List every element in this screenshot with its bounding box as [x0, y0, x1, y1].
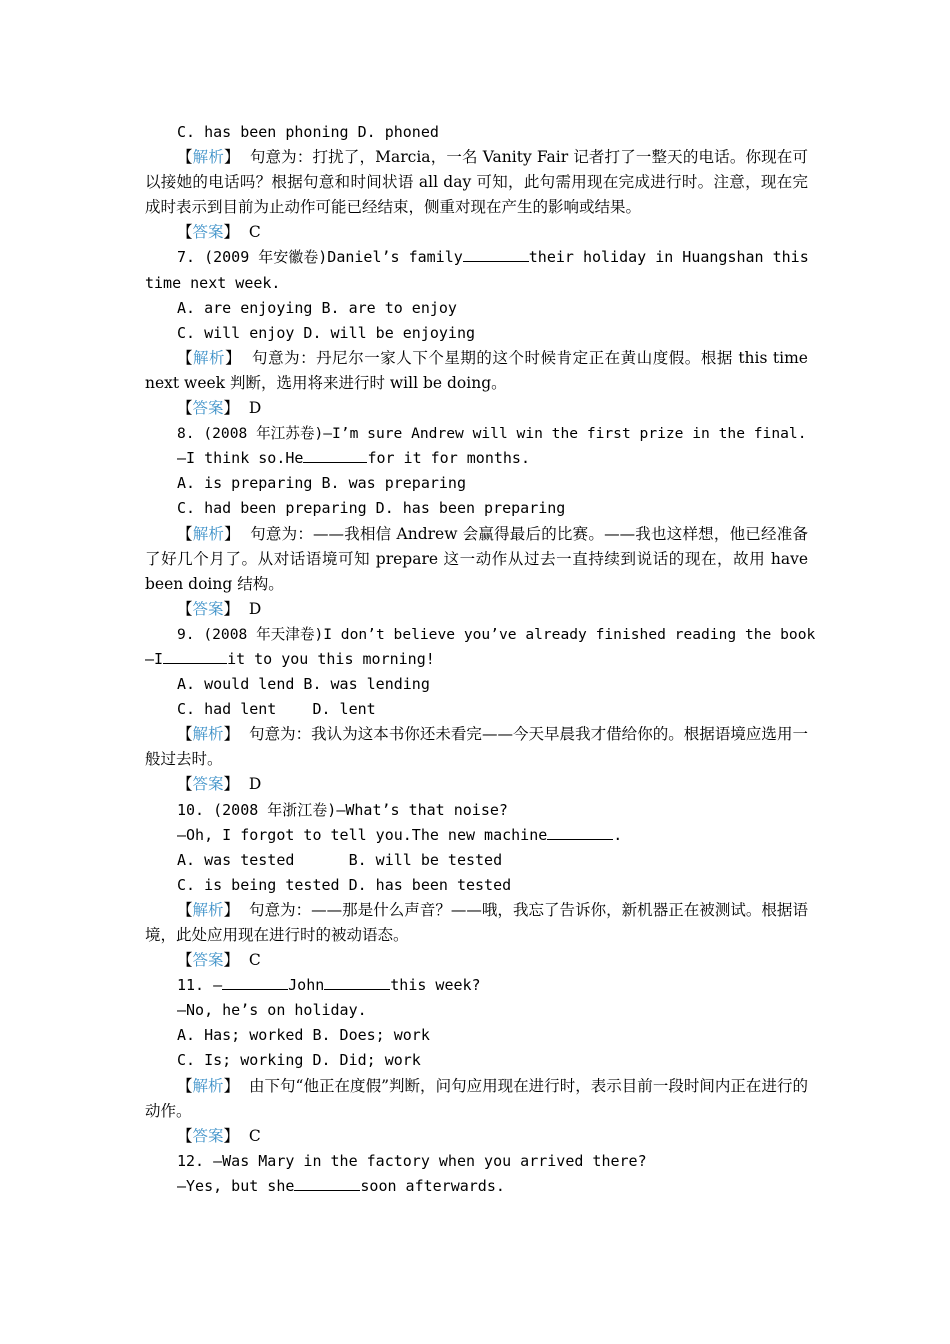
q9-options-ab: A. would lend B. was lending [177, 675, 430, 694]
q12-stem: 12. —Was Mary in the factory when you arrived there? [177, 1151, 647, 1170]
q7-stem: 7. (2009 年安徽卷)Daniel’s family their holiday in Huangshan this [177, 248, 809, 267]
q10-stem: 10. (2008 年浙江卷)—What’s that noise? [177, 800, 508, 819]
answer-tag: 【答案】 [177, 951, 240, 970]
q8-answer: 【答案】 D [177, 599, 262, 618]
q9-analysis: 【解析】 句意为：我认为这本书你还未看完——今天早晨我才借给你的。根据语境应选用一般过去时。 [145, 725, 808, 769]
q8-options-cd: C. had been preparing D. has been preparing [177, 499, 566, 518]
q11-stem-cont: —No, he’s on holiday. [177, 1001, 367, 1020]
answer-tag: 【答案】 [177, 775, 240, 794]
answer-blank [547, 825, 613, 840]
q8-stem-cont: —I think so.He for it for months. [177, 449, 530, 468]
q10-stem-cont: —Oh, I forgot to tell you.The new machine . [177, 825, 623, 844]
answer-tag: 【答案】 [177, 599, 240, 618]
q6-analysis: 【解析】 句意为：打扰了，Marcia，一名 Vanity Fair 记者打了一整天的电话。你现在可以接她的电话吗？根据句意和时间状语 all day 可知，此句需用现在完成进行时。注意，现在完成时表示到目前为止动作可能已经结束，侧重对现在产生的影响或结果。 [145, 148, 808, 217]
q10-options-ab: A. was tested B. will be tested [177, 850, 503, 869]
q6-options-cd: C. has been phoning D. phoned [177, 123, 439, 141]
q7-options-cd: C. will enjoy D. will be enjoying [177, 323, 476, 342]
q12-stem-cont: —Yes, but she soon afterwards. [177, 1176, 505, 1195]
q9-stem: 9. (2008 年天津卷)I don’t believe you’ve already finished reading the book [177, 625, 816, 643]
q11-options-ab: A. Has; worked B. Does; work [177, 1026, 430, 1045]
document-page [145, 120, 816, 1199]
answer-blank [324, 975, 390, 990]
answer-blank [222, 975, 288, 990]
q6-answer: 【答案】 C [177, 223, 261, 242]
answer-blank [463, 247, 529, 262]
q7-stem-cont: time next week. [145, 273, 281, 292]
q8-analysis: 【解析】 句意为：——我相信 Andrew 会赢得最后的比赛。——我也这样想，他已经准备了好几个月了。从对话语境可知 prepare 这一动作从过去一直持续到说话的现在，故用 have been doing 结构。 [145, 524, 808, 593]
analysis-tag: 【解析】 [177, 348, 242, 367]
answer-tag: 【答案】 [177, 1126, 240, 1145]
analysis-tag: 【解析】 [177, 524, 240, 543]
answer-blank [294, 1176, 360, 1191]
q11-stem: 11. — John this week? [177, 976, 481, 995]
q10-options-cd: C. is being tested D. has been tested [177, 875, 512, 894]
q11-analysis: 【解析】 由下句“他正在度假”判断，问句应用现在进行时，表示目前一段时间内正在进行的动作。 [145, 1076, 808, 1120]
q11-options-cd: C. Is; working D. Did; work [177, 1051, 421, 1070]
q7-analysis: 【解析】 句意为：丹尼尔一家人下个星期的这个时候肯定正在黄山度假。根据 this time next week 判断，选用将来进行时 will be doing。 [145, 348, 808, 392]
answer-tag: 【答案】 [177, 223, 240, 242]
q7-answer: 【答案】 D [177, 399, 262, 418]
q9-options-cd: C. had lent D. lent [177, 700, 376, 719]
q8-stem: 8. (2008 年江苏卷)—I’m sure Andrew will win the first prize in the final. [177, 425, 807, 443]
answer-blank [163, 649, 227, 664]
q7-options-ab: A. are enjoying B. are to enjoy [177, 298, 457, 317]
analysis-tag: 【解析】 [177, 725, 240, 744]
q9-answer: 【答案】 D [177, 775, 262, 794]
answer-tag: 【答案】 [177, 399, 240, 418]
analysis-tag: 【解析】 [177, 148, 240, 167]
analysis-tag: 【解析】 [177, 900, 240, 919]
q10-answer: 【答案】 C [177, 951, 261, 970]
q9-stem-cont: —I it to you this morning! [145, 649, 435, 668]
analysis-tag: 【解析】 [177, 1076, 240, 1095]
q8-options-ab: A. is preparing B. was preparing [177, 474, 466, 493]
q11-answer: 【答案】 C [177, 1126, 261, 1145]
q10-analysis: 【解析】 句意为：——那是什么声音？——哦，我忘了告诉你，新机器正在被测试。根据语境，此处应用现在进行时的被动语态。 [145, 900, 808, 944]
answer-blank [303, 448, 367, 463]
